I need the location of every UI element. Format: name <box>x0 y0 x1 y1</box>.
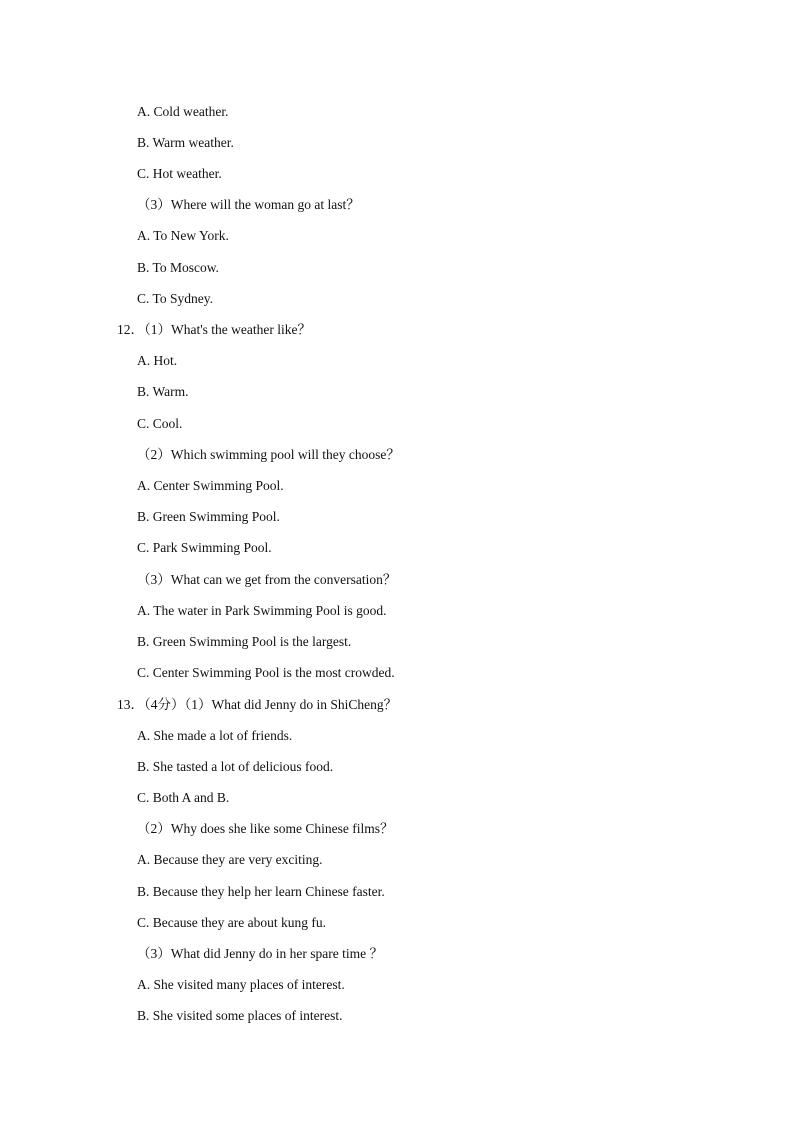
option-line: B. Warm weather. <box>137 135 234 150</box>
option-line: C. Because they are about kung fu. <box>137 915 326 930</box>
subquestion-line: （2）Why does she like some Chinese films？ <box>137 821 394 836</box>
subquestion-line: （3）Where will the woman go at last？ <box>137 197 360 212</box>
option-line: B. Because they help her learn Chinese faster. <box>137 884 385 899</box>
option-line: A. To New York. <box>137 228 229 243</box>
option-line: B. Warm. <box>137 384 189 399</box>
option-line: A. Center Swimming Pool. <box>137 478 284 493</box>
option-line: C. Hot weather. <box>137 166 222 181</box>
option-line: A. The water in Park Swimming Pool is good. <box>137 603 387 618</box>
option-line: B. Green Swimming Pool. <box>137 509 280 524</box>
option-line: A. She made a lot of friends. <box>137 728 293 743</box>
option-line: A. She visited many places of interest. <box>137 977 345 992</box>
option-line: B. She visited some places of interest. <box>137 1008 343 1023</box>
option-line: C. Center Swimming Pool is the most crowded. <box>137 665 395 680</box>
option-line: B. She tasted a lot of delicious food. <box>137 759 334 774</box>
option-line: C. Park Swimming Pool. <box>137 540 272 555</box>
question-line: 13．（4分）（1）What did Jenny do in ShiCheng？ <box>117 697 398 712</box>
option-line: A. Hot. <box>137 353 178 368</box>
option-line: C. To Sydney. <box>137 291 213 306</box>
subquestion-line: （3）What can we get from the conversation？ <box>137 572 397 587</box>
option-line: B. To Moscow. <box>137 260 219 275</box>
option-line: C. Both A and B. <box>137 790 230 805</box>
subquestion-line: （3）What did Jenny do in her spare time ？ <box>137 946 383 961</box>
question-line: 12．（1）What's the weather like？ <box>117 322 312 337</box>
subquestion-line: （2）Which swimming pool will they choose？ <box>137 447 400 462</box>
option-line: C. Cool. <box>137 416 183 431</box>
option-line: B. Green Swimming Pool is the largest. <box>137 634 352 649</box>
option-line: A. Cold weather. <box>137 104 229 119</box>
option-line: A. Because they are very exciting. <box>137 852 323 867</box>
